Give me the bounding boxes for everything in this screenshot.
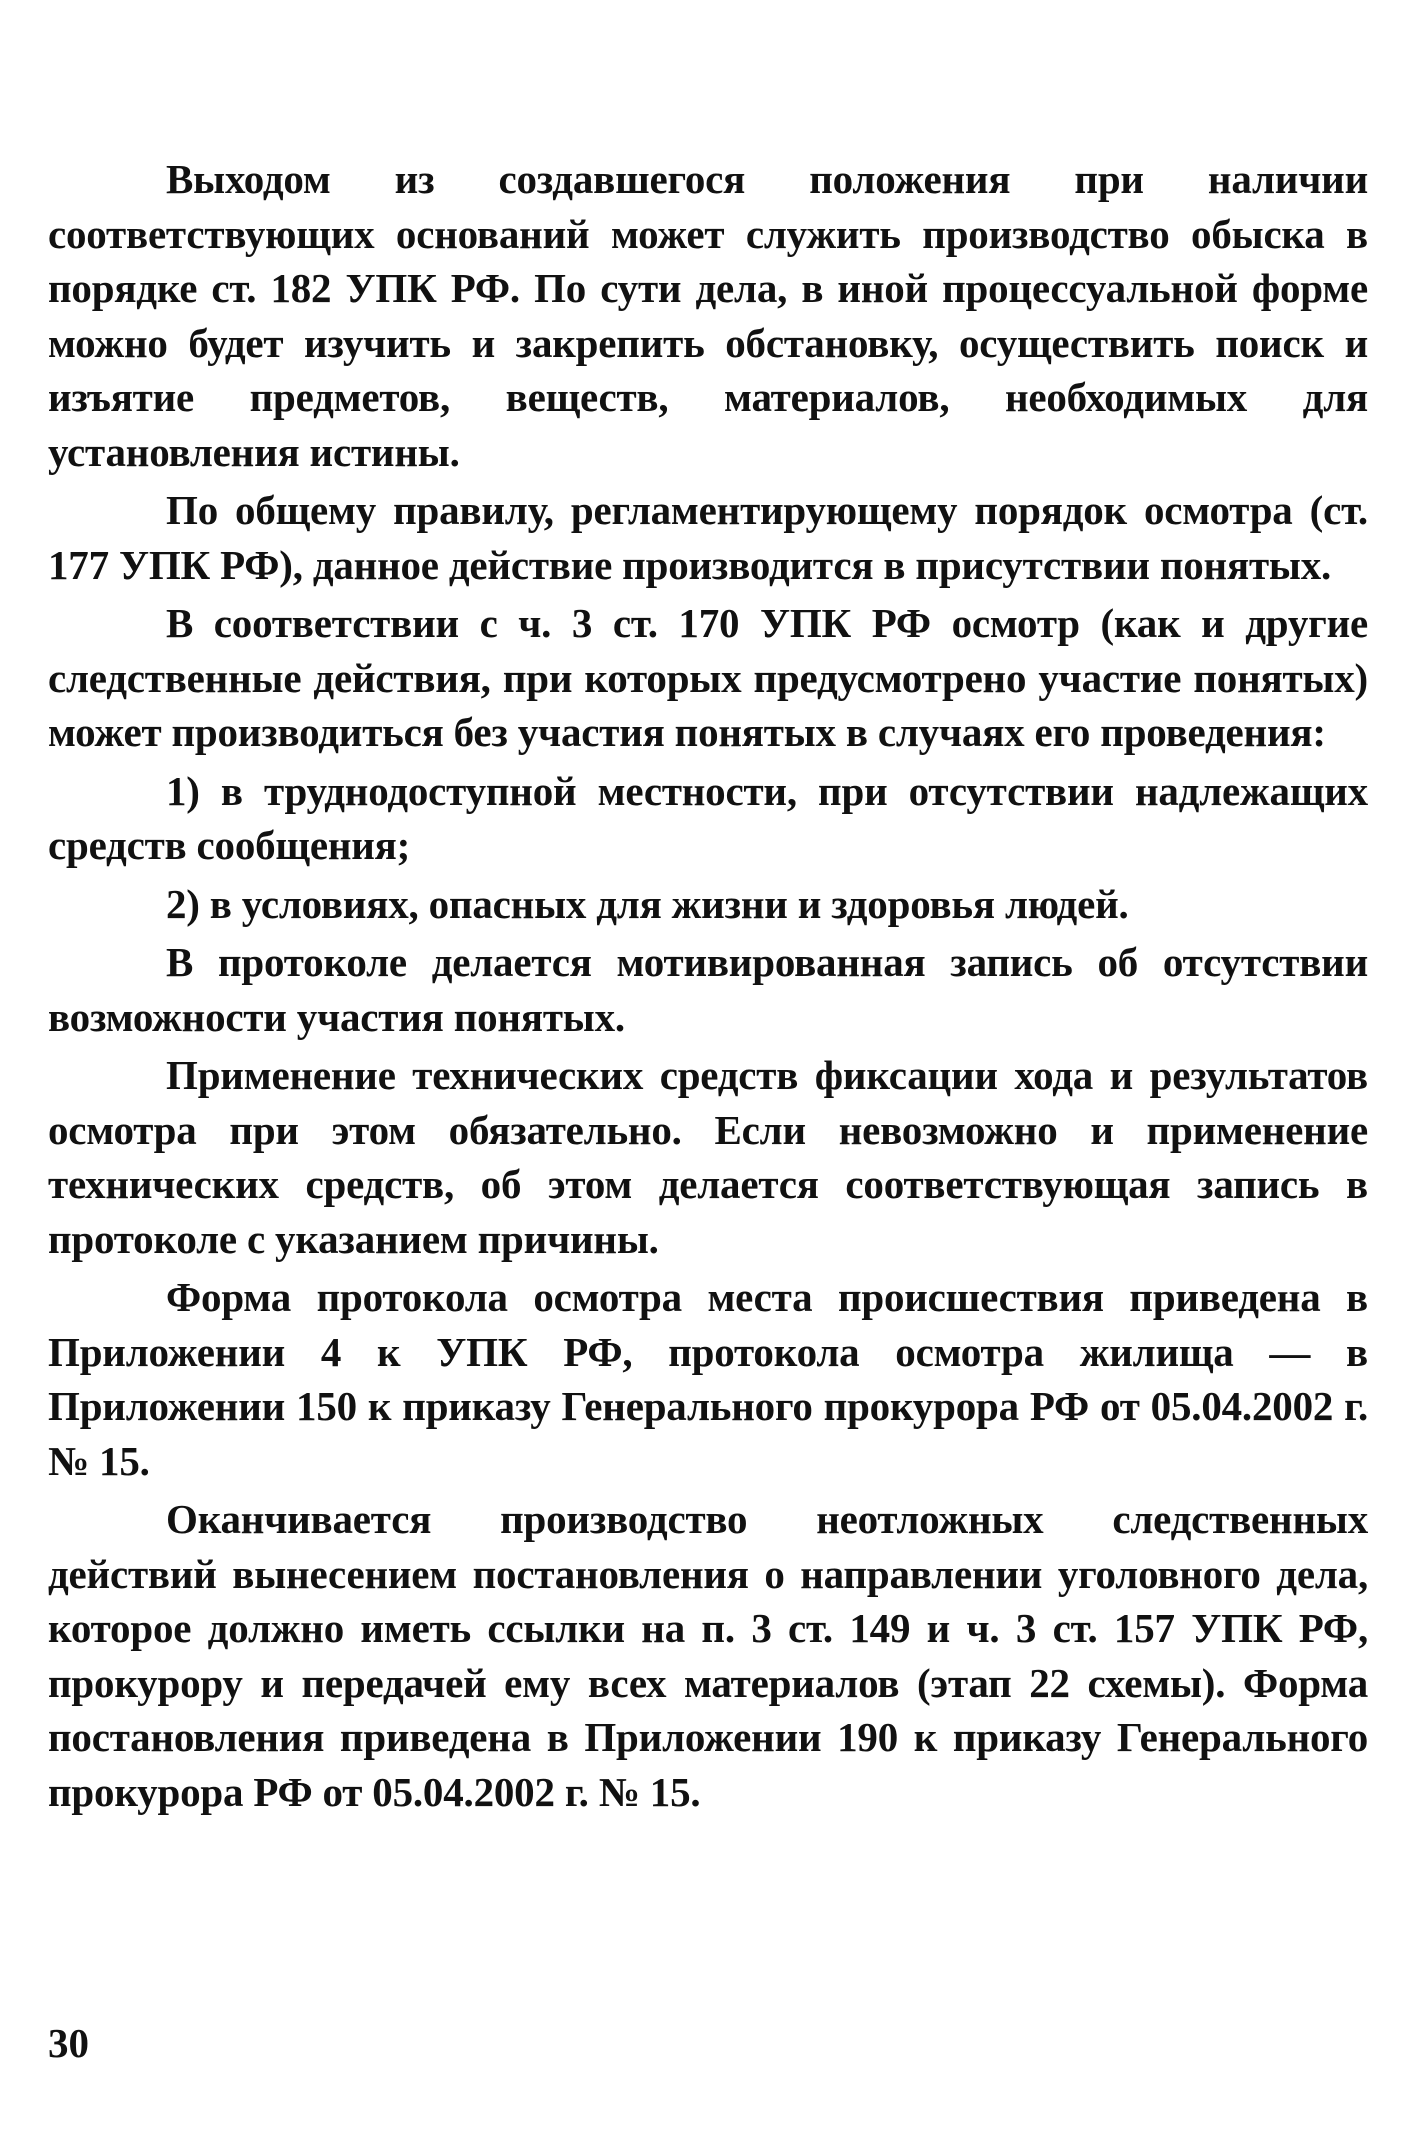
page-number: 30 [48, 2020, 89, 2066]
paragraph-technical-means: Применение технических средств фиксации хода и результатов осмотра при этом обязательно. Если невозможно и применение технических средств, об этом делается соответствующая запись в протоколе с указанием причины. [48, 1052, 1368, 1262]
paragraph-general-rule: По общему правилу, регламентирующему порядок осмотра (ст. 177 УПК РФ), данное действие производится в присутствии понятых. [48, 487, 1368, 588]
paragraph-article-170: В соответствии с ч. 3 ст. 170 УПК РФ осмотр (как и другие следственные действия, при которых предусмотрено участие понятых) может производиться без участия понятых в случаях его проведения: [48, 600, 1368, 755]
paragraph-search-alternative: Выходом из создавшегося положения при наличии соответствующих оснований может служить производство обыска в порядке ст. 182 УПК РФ. По сути дела, в иной процессуальной форме можно будет изучить и закрепить обстановку, осуществить поиск и изъятие предметов, веществ, материалов, необходимых для установления истины. [48, 156, 1368, 475]
page-body [48, 152, 1368, 1823]
list-item-dangerous-conditions: 2) в условиях, опасных для жизни и здоровья людей. [166, 880, 1129, 927]
paragraph-protocol-note: В протоколе делается мотивированная запись об отсутствии возможности участия понятых. [48, 939, 1368, 1040]
paragraph-protocol-forms: Форма протокола осмотра места происшествия приведена в Приложении 4 к УПК РФ, протокола осмотра жилища — в Приложении 150 к приказу Генерального прокурора РФ от 05.04.2002 г. № 15. [48, 1274, 1368, 1484]
list-item-remote-area: 1) в труднодоступной местности, при отсутствии надлежащих средств сообщения; [48, 767, 1368, 868]
paragraph-completion: Оканчивается производство неотложных следственных действий вынесением постановления о направлении уголовного дела, которое должно иметь ссылки на п. 3 ст. 149 и ч. 3 ст. 157 УПК РФ, прокурору и передачей ему всех материалов (этап 22 схемы). Форма постановления приведена в Приложении 190 к приказу Генерального прокурора РФ от 05.04.2002 г. № 15. [48, 1496, 1368, 1815]
